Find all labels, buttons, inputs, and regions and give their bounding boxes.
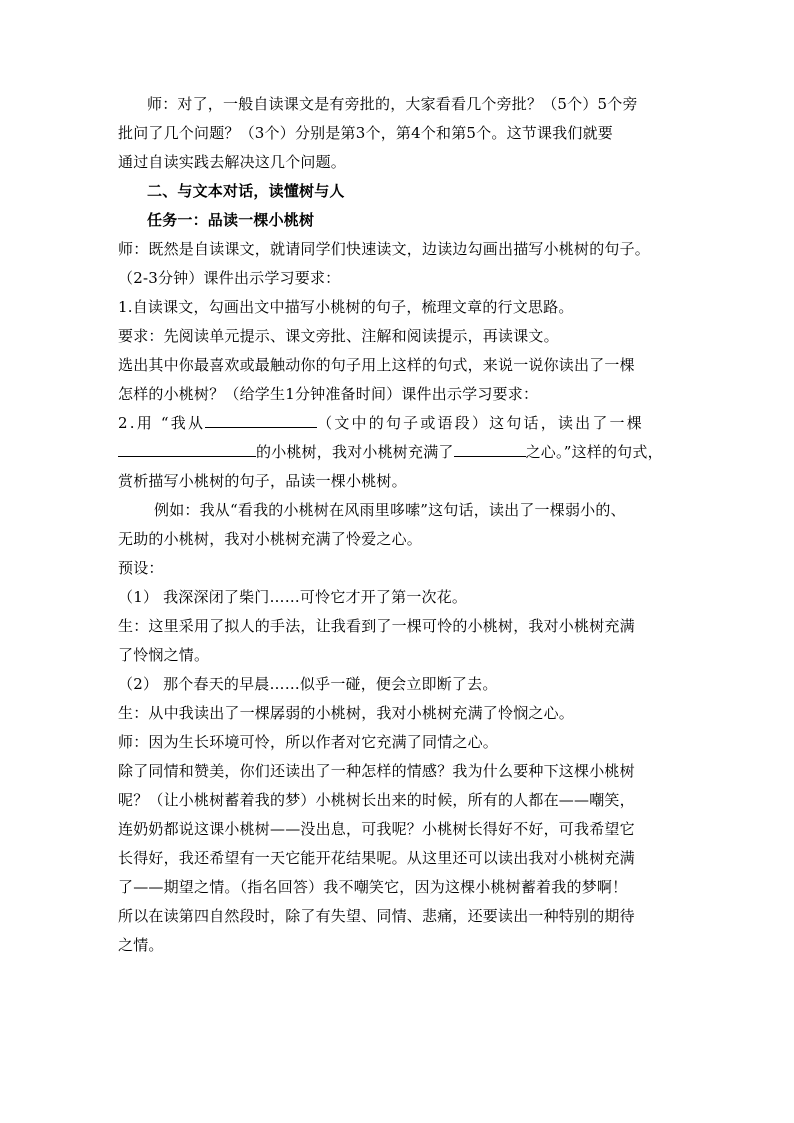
preset-label: 预设： <box>118 559 164 577</box>
paragraph-line: 选出其中你最喜欢或最触动你的句子用上这样的句式，来说一说你读出了一棵 <box>118 356 635 374</box>
fill-blank <box>454 440 526 457</box>
requirement-line <box>118 409 684 438</box>
requirement-line: 1.自读课文，勾画出文中描写小桃树的句子，梳理文章的行文思路。 <box>118 298 574 316</box>
requirement-line: 要求：先阅读单元提示、课文旁批、注解和阅读提示，再读课文。 <box>118 327 559 345</box>
paragraph-line: 批问了几个问题？（3个）分别是第3个，第4个和第5个。这节课我们就要 <box>118 124 613 142</box>
paragraph-line: 师：对了，一般自读课文是有旁批的，大家看看几个旁批？（5个）5个旁 <box>147 95 638 113</box>
answer-line: 了怜悯之情。 <box>118 646 210 664</box>
task-heading: 任务一：品读一棵小桃树 <box>147 211 315 229</box>
paragraph-line: 除了同情和赞美，你们还读出了一种怎样的情感？我为什么要种下这棵小桃树 <box>118 762 635 780</box>
requirement-text: 的小桃树，我对小桃树充满了 <box>256 443 454 461</box>
requirement-text: 2.用 “我从 <box>118 414 206 432</box>
example-line: 例如：我从“看我的小桃树在风雨里哆嗦”这句话，读出了一棵弱小的、 <box>154 501 626 519</box>
paragraph-line: 呢？（让小桃树蓄着我的梦）小桃树长出来的时候，所有的人都在——嘲笑， <box>118 791 635 809</box>
paragraph-line: 怎样的小桃树？（给学生1分钟准备时间）课件出示学习要求： <box>118 385 539 403</box>
fill-blank <box>205 411 317 428</box>
section-heading: 二、与文本对话，读懂树与人 <box>147 182 345 200</box>
paragraph-line: 通过自读实践去解决这几个问题。 <box>118 153 347 171</box>
paragraph-line: 了——期望之情。（指名回答）我不嘲笑它，因为这棵小桃树蓄着我的梦啊！ <box>118 878 628 896</box>
paragraph-line: 长得好，我还希望有一天它能开花结果呢。从这里还可以读出我对小桃树充满 <box>118 849 635 867</box>
document-page <box>118 90 684 960</box>
requirement-line: 赏析描写小桃树的句子，品读一棵小桃树。 <box>118 472 407 490</box>
sentence-item: （2） 那个春天的早晨……似乎一碰，便会立即断了去。 <box>118 675 498 693</box>
answer-line: 生：这里采用了拟人的手法，让我看到了一棵可怜的小桃树，我对小桃树充满 <box>118 617 635 635</box>
answer-line: 师：因为生长环境可怜，所以作者对它充满了同情之心。 <box>118 733 499 751</box>
requirement-text: （文中的句子或语段）这句话，读出了一棵 <box>317 414 644 432</box>
paragraph-line: （2-3分钟）课件出示学习要求： <box>118 269 341 287</box>
answer-line: 生：从中我读出了一棵孱弱的小桃树，我对小桃树充满了怜悯之心。 <box>118 704 575 722</box>
requirement-text: 之心。”这样的句式， <box>525 443 663 461</box>
paragraph-line: 之情。 <box>118 936 164 954</box>
fill-blank <box>118 440 256 457</box>
paragraph-line: 师：既然是自读课文，就请同学们快速读文，边读边勾画出描写小桃树的句子。 <box>118 240 651 258</box>
example-line: 无助的小桃树，我对小桃树充满了怜爱之心。 <box>118 530 423 548</box>
requirement-line <box>118 438 684 467</box>
sentence-item: （1） 我深深闭了柴门……可怜它才开了第一次花。 <box>118 588 468 606</box>
paragraph-line: 连奶奶都说这课小桃树——没出息，可我呢？小桃树长得好不好，可我希望它 <box>118 820 635 838</box>
paragraph-line: 所以在读第四自然段时，除了有失望、同情、悲痛，还要读出一种特别的期待 <box>118 907 635 925</box>
